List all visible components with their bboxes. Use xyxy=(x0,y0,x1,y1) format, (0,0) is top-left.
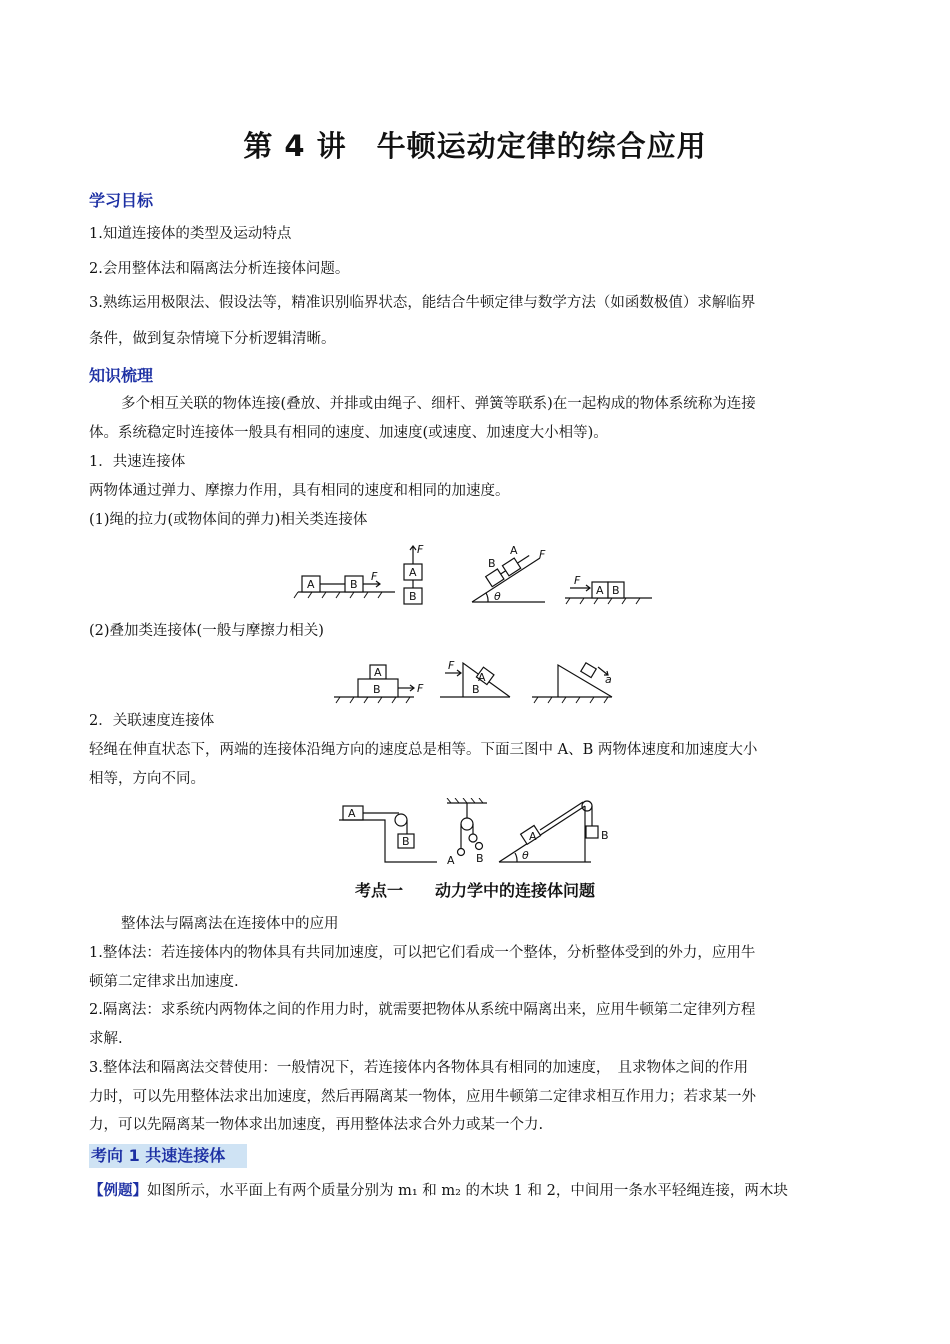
label-A: A xyxy=(348,807,356,820)
objective-3-cont: 条件，做到复杂情境下分析逻辑清晰。 xyxy=(89,331,336,347)
label-A: A xyxy=(510,544,518,557)
topic1-line-5: 3.整体法和隔离法交替使用：一般情况下，若连接体内各物体具有相同的加速度， 且求物体之间的作用 xyxy=(89,1060,749,1076)
label-theta: θ xyxy=(494,590,501,603)
label-A: A xyxy=(307,578,315,591)
objective-1: 1.知道连接体的类型及运动特点 xyxy=(89,226,292,242)
topic1-sub: 整体法与隔离法在连接体中的应用 xyxy=(121,916,339,932)
label-a: a xyxy=(605,673,612,686)
label-B: B xyxy=(488,557,496,570)
label-A: A xyxy=(447,854,455,867)
label-A: A xyxy=(529,830,537,843)
label-A: A xyxy=(374,666,382,679)
label-F: F xyxy=(448,659,455,672)
label-A: A xyxy=(478,671,486,684)
objectives-heading: 学习目标 xyxy=(89,191,154,210)
topic1-line-1: 1.整体法：若连接体内的物体具有共同加速度，可以把它们看成一个整体，分析整体受到的外力，应用牛 xyxy=(89,945,756,961)
section1-title: 1．共速连接体 xyxy=(89,454,186,470)
topic1-line-7: 力，可以先隔离某一物体求出加速度，再用整体法求合外力或某一个力. xyxy=(89,1117,544,1133)
objective-2: 2.会用整体法和隔离法分析连接体问题。 xyxy=(89,261,350,277)
label-F: F xyxy=(371,570,378,583)
direction1-heading-box xyxy=(89,1144,247,1168)
section1-sub1: (1)绳的拉力(或物体间的弹力)相关类连接体 xyxy=(89,512,368,528)
topic1-line-4: 求解. xyxy=(89,1031,123,1047)
label-B: B xyxy=(373,683,381,696)
label-B: B xyxy=(612,584,620,597)
label-theta: θ xyxy=(522,849,529,862)
label-B: B xyxy=(472,683,480,696)
label-B: B xyxy=(601,829,609,842)
objective-3: 3.熟练运用极限法、假设法等，精准识别临界状态，能结合牛顿定律与数学方法（如函数极值）求解临界 xyxy=(89,295,756,311)
label-F: F xyxy=(417,682,424,695)
example-text: 如图所示，水平面上有两个质量分别为 m₁ 和 m₂ 的木块 1 和 2，中间用一条水平轻绳连接，两木块 xyxy=(147,1183,788,1199)
label-A: A xyxy=(409,566,417,579)
label-B: B xyxy=(476,852,484,865)
section2-title: 2．关联速度连接体 xyxy=(89,713,215,729)
section2-text-1: 轻绳在伸直状态下，两端的连接体沿绳方向的速度总是相等。下面三图中 A、B 两物体速度和加速度大小 xyxy=(89,742,758,758)
label-F: F xyxy=(574,574,581,587)
label-B: B xyxy=(402,835,410,848)
example-label: 【例题】 xyxy=(89,1183,147,1199)
intro-line-2: 体。系统稳定时连接体一般具有相同的速度、加速度(或速度、加速度大小相等)。 xyxy=(89,425,608,441)
figure-stacked xyxy=(330,655,630,705)
intro-line-1: 多个相互关联的物体连接(叠放、并排或由绳子、细杆、弹簧等联系)在一起构成的物体系统称为连接 xyxy=(121,396,756,412)
page-title: 第 4 讲 牛顿运动定律的综合应用 xyxy=(243,129,707,163)
label-F: F xyxy=(539,548,546,561)
topic1-line-3: 2.隔离法：求系统内两物体之间的作用力时，就需要把物体从系统中隔离出来，应用牛顿第二定律列方程 xyxy=(89,1002,756,1018)
topic1-line-6: 力时，可以先用整体法求出加速度，然后再隔离某一物体，应用牛顿第二定律求相互作用力；若求某一外 xyxy=(89,1089,756,1105)
figure-related-velocity xyxy=(335,798,625,868)
topic1-line-2: 顿第二定律求出加速度. xyxy=(89,974,239,990)
section1-text: 两物体通过弹力、摩擦力作用，具有相同的速度和相同的加速度。 xyxy=(89,483,510,499)
label-B: B xyxy=(350,578,358,591)
figure-rope-connected xyxy=(290,540,670,610)
label-F: F xyxy=(417,543,424,556)
label-B: B xyxy=(409,590,417,603)
topic1-heading: 考点一 动力学中的连接体问题 xyxy=(354,881,595,900)
label-A: A xyxy=(596,584,604,597)
section2-text-2: 相等，方向不同。 xyxy=(89,771,205,787)
direction1-heading: 考向 1 共速连接体 xyxy=(91,1146,226,1165)
example-line xyxy=(89,1181,869,1201)
knowledge-heading: 知识梳理 xyxy=(89,366,154,385)
section1-sub2: (2)叠加类连接体(一般与摩擦力相关) xyxy=(89,623,324,639)
